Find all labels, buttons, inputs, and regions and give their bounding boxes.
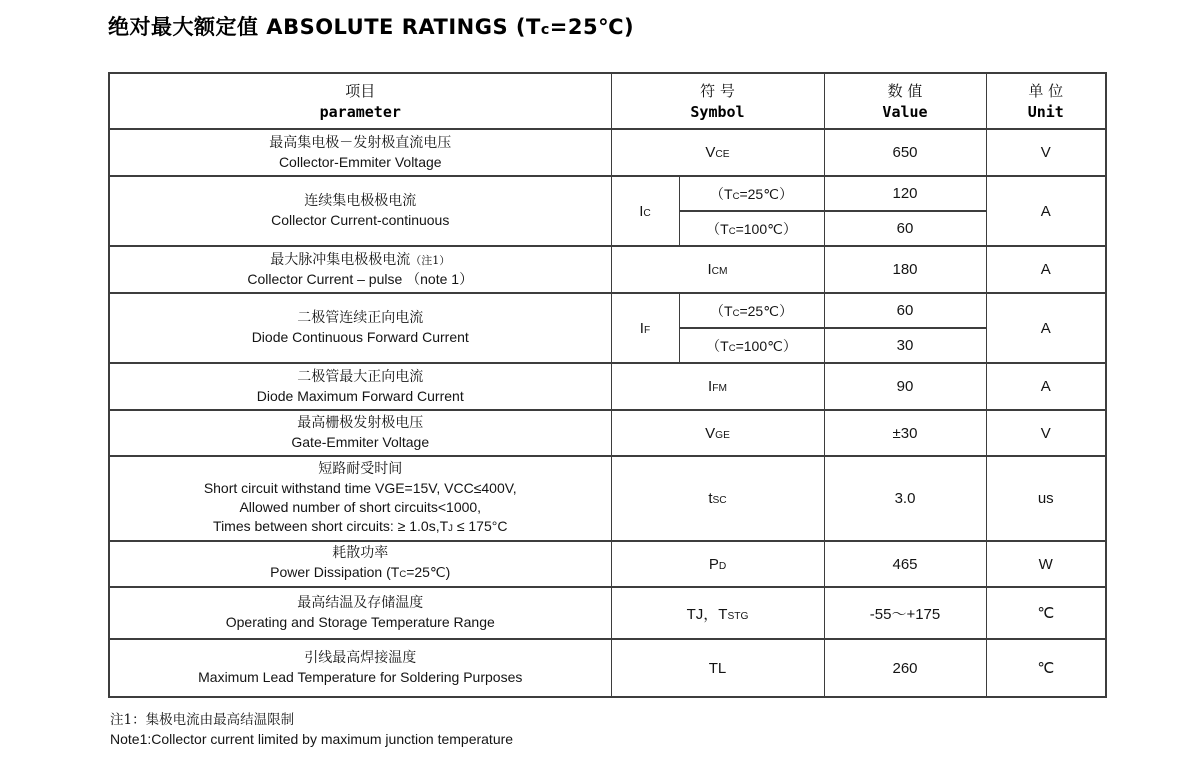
param-en-line3: Times between short circuits: ≥ 1.0s,TJ ≤ 175°C [213,517,508,534]
param-cell [109,639,611,697]
param-cell [109,410,611,456]
param-cn: 最高集电极－发射极直流电压 [269,134,452,151]
symbol-cell: IF [611,293,679,363]
symbol-cell: PD [611,541,824,587]
param-cell [109,541,611,587]
param-cn [114,251,607,270]
header-parameter-cn: 项目 [345,82,376,100]
table-row-tsc [109,456,1106,541]
param-cn: 连续集电极极电流 [304,193,417,209]
header-value-en: Value [882,103,928,121]
condition-cell: （TC=100℃） [679,328,824,363]
param-en: Operating and Storage Temperature Range [225,614,495,630]
unit-cell: V [986,129,1106,176]
unit-cell: ℃ [986,587,1106,639]
note1-en: Note1:Collector current limited by maximum junction temperature [110,731,514,747]
table-row-tj-tstg [109,587,1106,639]
unit-cell: A [986,293,1106,363]
unit-cell: A [986,176,1106,246]
param-en: Collector Current – pulse （note 1） [247,270,474,287]
footnotes [110,711,513,749]
param-cn: 耗散功率 [332,545,389,561]
condition-cell: （TC=25℃） [679,176,824,211]
value-cell: 260 [824,639,986,697]
param-cell [109,587,611,639]
value-cell: 30 [824,328,986,363]
param-en: Collector-Emmiter Voltage [278,153,442,170]
header-symbol-en: Symbol [690,103,745,121]
value-cell: ±30 [824,410,986,456]
header-value-cn: 数 值 [887,82,923,100]
header-unit-cn: 单 位 [1028,82,1064,100]
column-header-value [824,73,986,129]
param-cell [109,176,611,246]
param-cn-note: （注1） [410,253,451,267]
table-row-ic-25c [109,176,1106,211]
table-row-vge [109,410,1106,456]
table-row-icm [109,246,1106,293]
param-en: Maximum Lead Temperature for Soldering Purposes [198,669,523,685]
value-cell: 60 [824,211,986,246]
param-cn: 二极管连续正向电流 [297,310,424,326]
unit-cell: us [986,456,1106,541]
param-en: Diode Continuous Forward Current [251,329,469,345]
value-cell: 180 [824,246,986,293]
param-en-line2: Allowed number of short circuits<1000, [239,498,482,515]
unit-cell: W [986,541,1106,587]
symbol-cell: tSC [611,456,824,541]
param-cell [109,456,611,541]
table-row-vce [109,129,1106,176]
table-row-ifm [109,363,1106,410]
param-cn: 短路耐受时间 [318,460,403,477]
header-symbol-cn: 符 号 [700,82,735,100]
unit-cell: ℃ [986,639,1106,697]
symbol-cell: VCE [611,129,824,176]
absolute-ratings-table [108,72,1107,698]
table-row-if-25c [109,293,1106,328]
param-en: Gate-Emmiter Voltage [291,434,430,450]
param-en: Collector Current-continuous [271,212,450,228]
value-cell: 90 [824,363,986,410]
value-cell: 60 [824,293,986,328]
param-cn: 最高结温及存储温度 [297,595,424,611]
column-header-symbol [611,73,824,129]
header-parameter-en: parameter [319,103,401,121]
param-cell [109,363,611,410]
column-header-unit [986,73,1106,129]
symbol-cell: VGE [611,410,824,456]
condition-cell: （TC=25℃） [679,293,824,328]
unit-cell: A [986,246,1106,293]
param-cn: 二极管最大正向电流 [297,368,424,385]
param-cn: 最高栅极发射极电压 [297,415,424,431]
param-en-line1: Short circuit withstand time VGE=15V, VCC≤400V, [203,479,517,496]
unit-cell: A [986,363,1106,410]
symbol-cell: TJ，TSTG [611,587,824,639]
symbol-cell: IFM [611,363,824,410]
value-cell: 120 [824,176,986,211]
param-cn-text: 最大脉冲集电极极电流 [270,251,411,268]
param-en: Diode Maximum Forward Current [256,387,464,404]
symbol-cell: IC [611,176,679,246]
column-header-parameter [109,73,611,129]
symbol-cell: TL [611,639,824,697]
page-title: 绝对最大额定值 ABSOLUTE RATINGS (Tc=25℃) [108,15,635,39]
header-unit-en: Unit [1027,103,1064,121]
value-cell: 650 [824,129,986,176]
value-cell: 465 [824,541,986,587]
value-cell: 3.0 [824,456,986,541]
unit-cell: V [986,410,1106,456]
value-cell: -55～+175 [824,587,986,639]
param-cn: 引线最高焊接温度 [304,650,417,666]
table-row-pd [109,541,1106,587]
param-cell [109,129,611,176]
table-row-tl [109,639,1106,697]
note1-cn: 注1：集极电流由最高结温限制 [110,712,295,728]
param-en: Power Dissipation (TC=25℃) [270,564,451,580]
condition-cell: （TC=100℃） [679,211,824,246]
table-header-row [109,73,1106,129]
param-cell [109,246,611,293]
symbol-cell: ICM [611,246,824,293]
param-cell [109,293,611,363]
